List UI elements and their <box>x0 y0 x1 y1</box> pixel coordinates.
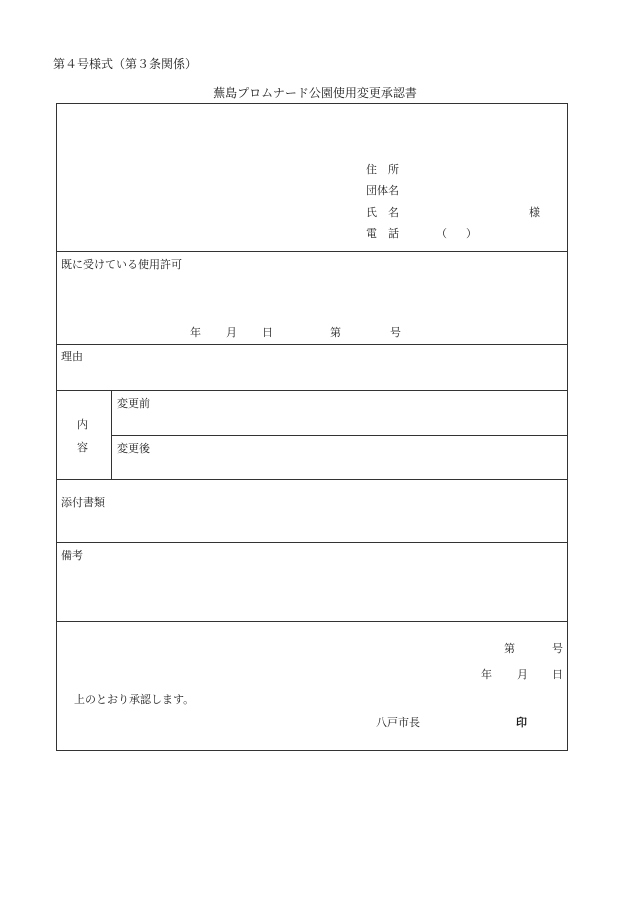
permit-year-label: 年 <box>190 326 201 339</box>
approval-statement: 上のとおり承認します。 <box>74 693 195 706</box>
divider-applicant-bottom <box>56 251 568 252</box>
permit-dai-label: 第 <box>330 326 341 339</box>
contents-label-top: 内 <box>77 418 88 431</box>
mayor-label: 八戸市長 <box>376 716 420 729</box>
before-change-label: 変更前 <box>117 397 150 410</box>
reason-label: 理由 <box>61 350 83 363</box>
phone-paren-open: （ <box>436 227 447 240</box>
form-id: 第４号様式（第３条関係） <box>53 57 198 71</box>
approval-dai-label: 第 <box>504 642 515 655</box>
honorific-label: 様 <box>529 206 540 219</box>
phone-paren-close: ） <box>466 227 477 240</box>
document-title: 蕪島プロムナード公園使用変更承認書 <box>213 86 417 100</box>
divider-contents-vertical <box>111 390 112 479</box>
group-name-label: 団体名 <box>366 184 399 197</box>
phone-label: 電 話 <box>366 227 399 240</box>
remarks-label: 備考 <box>61 549 83 562</box>
form-frame <box>56 103 568 751</box>
contents-label-bottom: 容 <box>77 441 88 454</box>
permit-day-label: 日 <box>262 326 273 339</box>
divider-reason-bottom <box>56 390 568 391</box>
attachments-label: 添付書類 <box>61 496 105 509</box>
divider-remarks-bottom <box>56 621 568 622</box>
address-label: 住 所 <box>366 163 399 176</box>
permit-go-label: 号 <box>390 326 401 339</box>
after-change-label: 変更後 <box>117 442 150 455</box>
divider-contents-bottom <box>56 479 568 480</box>
seal-mark: 印 <box>516 716 527 729</box>
approval-go-label: 号 <box>552 642 563 655</box>
divider-attachments-bottom <box>56 542 568 543</box>
name-label: 氏 名 <box>366 206 399 219</box>
divider-before-after <box>111 435 568 436</box>
approval-year-label: 年 <box>481 668 492 681</box>
approval-month-label: 月 <box>517 668 528 681</box>
permit-month-label: 月 <box>226 326 237 339</box>
divider-permit-bottom <box>56 344 568 345</box>
approval-day-label: 日 <box>552 668 563 681</box>
existing-permit-label: 既に受けている使用許可 <box>61 258 182 271</box>
